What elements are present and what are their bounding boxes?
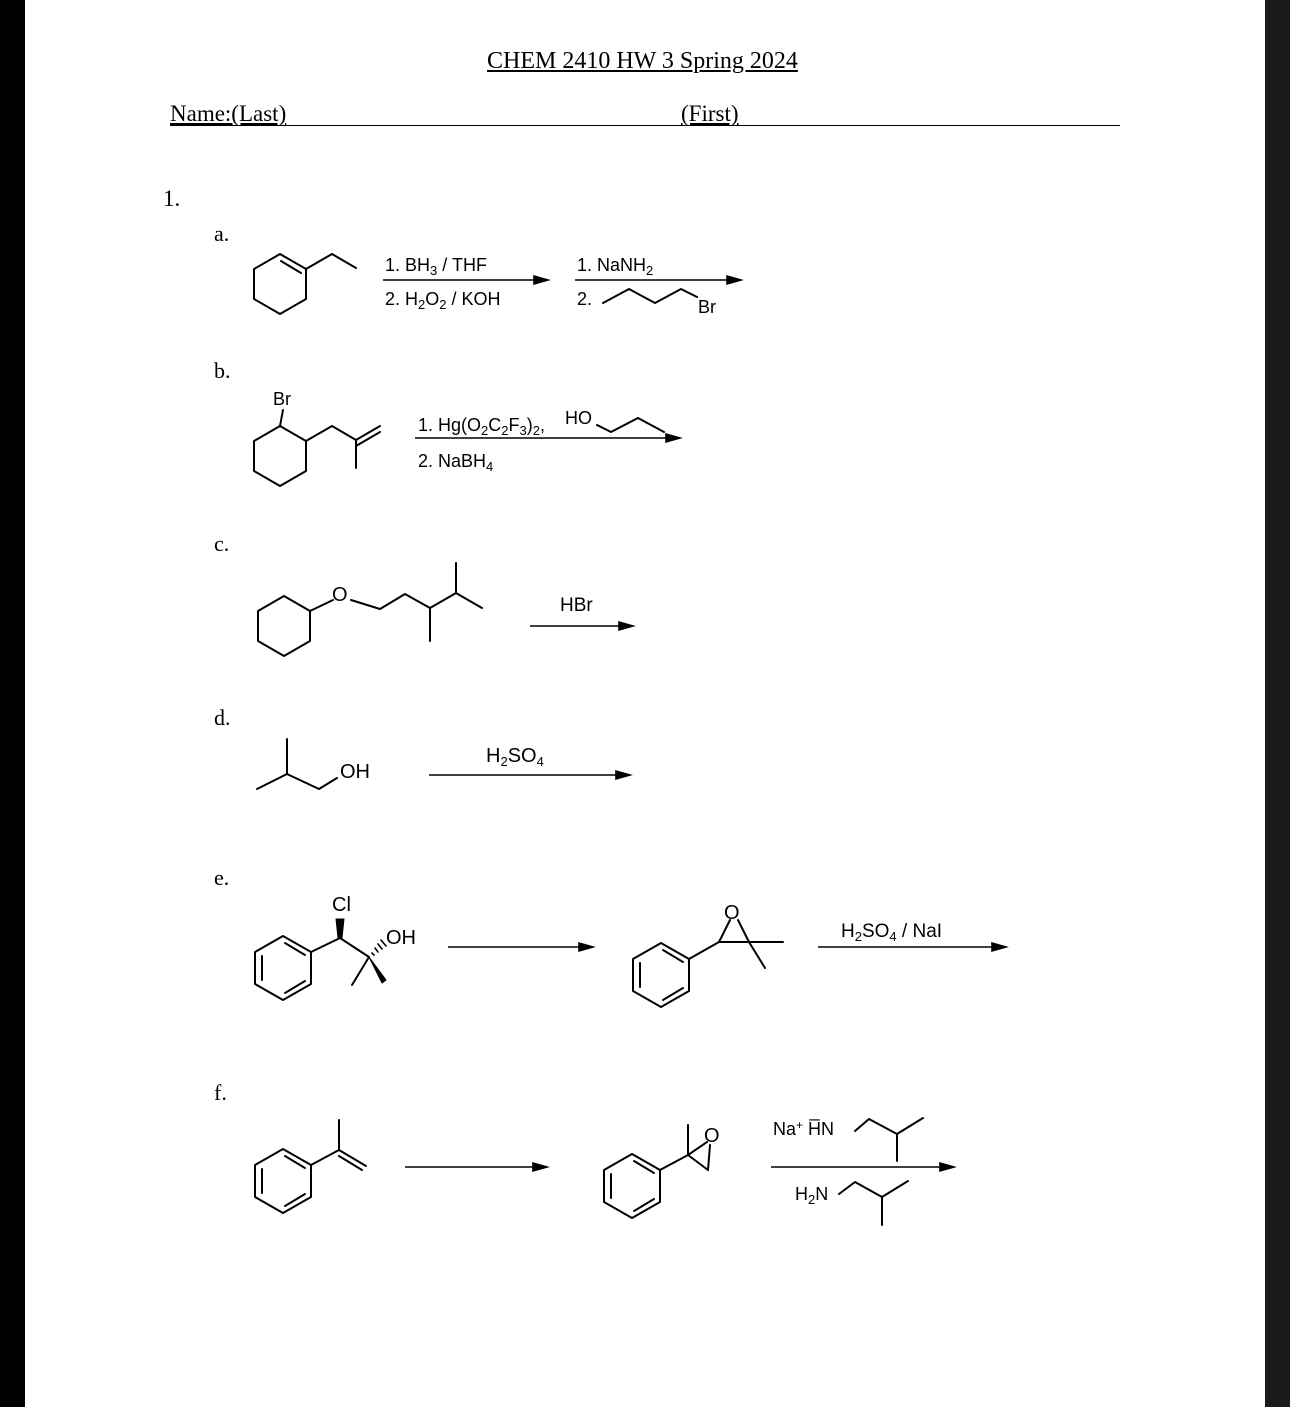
part-e-label: e. <box>214 865 230 890</box>
reagent-c: HBr <box>560 595 593 616</box>
reaction-arrow <box>818 943 1006 951</box>
reagent-e: $H_2SO_4$ / NaI <box>841 921 943 944</box>
atom-label-br: Br <box>698 297 716 317</box>
reagent-a1-step2: 2. $H_2O_2$ / KOH <box>385 289 501 312</box>
part-f-starting-material <box>255 1120 366 1213</box>
part-f-label: f. <box>214 1080 227 1105</box>
reaction-arrow <box>530 622 633 630</box>
name-first-label: (First) <box>681 101 739 126</box>
name-last-label: Name:(Last) <box>170 101 287 126</box>
atom-label-o: O <box>332 584 348 606</box>
reaction-arrow <box>429 771 630 779</box>
reagent-f-base: Na+ H̅N <box>773 1118 835 1139</box>
reaction-arrow <box>405 1163 547 1171</box>
reaction-arrow <box>575 276 741 284</box>
atom-label-cl: Cl <box>332 894 351 916</box>
part-c-starting-material <box>258 563 482 656</box>
page-title: CHEM 2410 HW 3 Spring 2024 <box>487 48 798 74</box>
isobutylamine-chain <box>839 1181 908 1197</box>
part-e-epoxide <box>633 920 783 1007</box>
reagent-b-step2: 2. NaBH$_4$ <box>418 451 494 474</box>
atom-label-o: O <box>724 902 740 924</box>
reaction-arrow <box>448 943 593 951</box>
question-number: 1. <box>163 186 181 211</box>
reaction-arrow <box>383 276 548 284</box>
reagent-a2-step2: 2. <box>577 289 593 309</box>
reagent-a1-step1: 1. $BH_3$ / THF <box>385 255 487 278</box>
hash-bond-oh <box>372 940 386 955</box>
atom-label-oh: OH <box>386 927 416 949</box>
bromopropane-chain <box>603 289 697 303</box>
reagent-f-amine: $H_2N$ <box>795 1184 829 1207</box>
part-b-label: b. <box>214 358 231 383</box>
atom-label-o: O <box>704 1125 720 1147</box>
part-a-starting-material <box>254 254 356 314</box>
reagent-b-step1: 1. $Hg(O_2C_2F_3)_2$, <box>418 415 545 438</box>
reaction-arrow <box>771 1163 954 1171</box>
isobutylamide-chain <box>855 1118 923 1134</box>
part-d-starting-material <box>257 739 337 789</box>
part-e-starting-material <box>255 936 369 1000</box>
wedge-bond-methyl <box>369 957 386 983</box>
part-c-label: c. <box>214 531 230 556</box>
part-d-label: d. <box>214 705 231 730</box>
atom-label-oh: OH <box>340 761 370 783</box>
part-a-label: a. <box>214 221 230 246</box>
wedge-bond-cl <box>336 919 344 938</box>
reagent-d: $H_2SO_4$ <box>486 745 544 769</box>
part-b-starting-material <box>254 410 380 486</box>
propanol-chain <box>597 418 664 432</box>
atom-label-br: Br <box>273 389 291 409</box>
reagent-a2-step1: 1. NaNH$_2$ <box>577 255 654 278</box>
part-f-epoxide <box>604 1125 710 1218</box>
atom-label-ho: HO <box>565 408 592 428</box>
